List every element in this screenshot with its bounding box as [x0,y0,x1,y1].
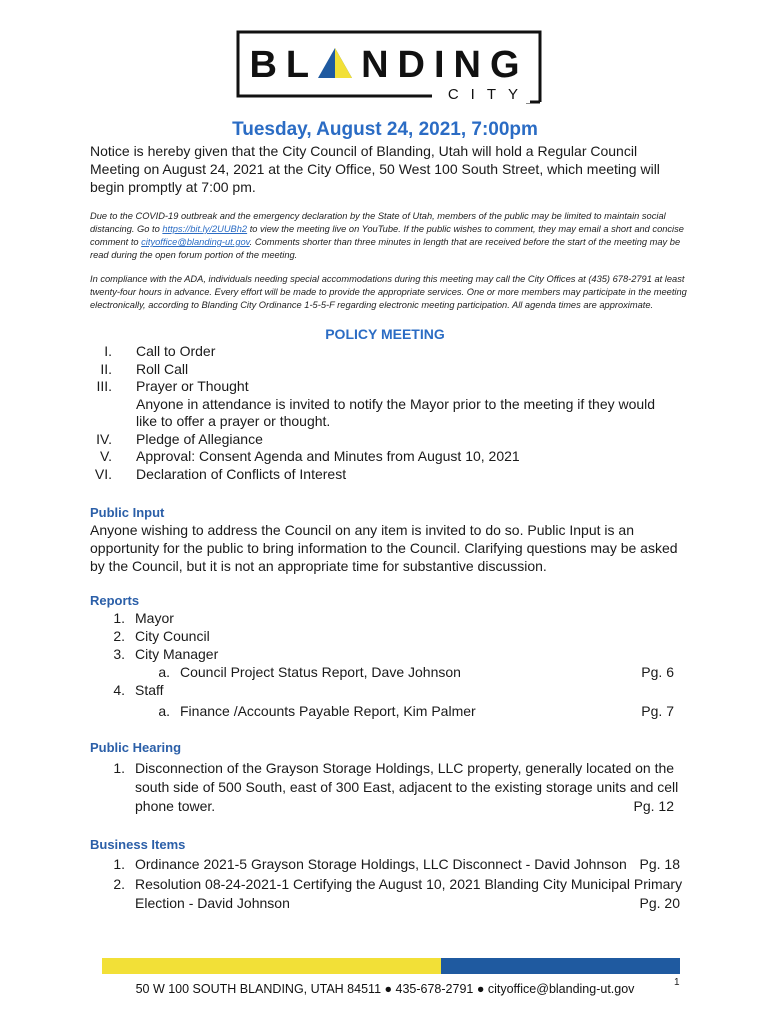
public-hearing-item: 1. Disconnection of the Grayson Storage Holdings, LLC property, generally located on the south side of 500 South, east of 300 East, adjacent to the existing storage units and cell phone tower. Pg. 12 [113,760,679,814]
logo-city: CITY [442,86,530,103]
page-number: 1 [674,977,680,988]
youtube-link[interactable]: https://bit.ly/2UUBh2 [162,224,248,234]
public-input-text: Anyone wishing to address the Council on any item is invited to do so. Public Input is an opportunity for the public to bring information to the Council. Clarifying questions may be asked by the Council, but it is not an appropriate time for substantive discussion. [90,522,678,574]
covid-text-2: to view the meeting live on YouTube. If the public wishes to comment, they may email a short and concise comment to [90,224,684,247]
report-item: 3. City Manager [113,646,219,662]
logo-wordmark-visual: BL NDING [249,44,529,86]
report-item: 4. Staff [113,682,164,698]
footer-address: 50 W 100 SOUTH BLANDING, UTAH 84511 ● 435-678-2791 ● cityoffice@blanding-ut.gov [135,982,635,996]
reports-list [90,609,690,720]
email-link[interactable]: cityoffice@blanding-ut.gov [141,237,250,247]
logo-mountain-icon [318,48,352,78]
public-hearing-heading: Public Hearing [90,740,182,755]
policy-heading: POLICY MEETING [325,326,445,342]
policy-list [90,343,690,483]
ada-notice: In compliance with the ADA, individuals needing special accommodations during this meeting may call the City Offices at (435) 678-2791 at least twenty-four hours in advance. Every effort will be made to provide the appropriate services. One or more members may participate in the meeting electronically, according to Blanding City Ordinance 1-5-5-F regarding electronic meeting participation. All agenda times are approximate. [90,274,687,310]
report-item: 2. City Council [113,628,210,644]
page-ref: Pg. 6 [641,664,674,680]
footer-bar-yellow [102,958,441,974]
report-subitem: a. Council Project Status Report, Dave Johnson Pg. 6 [158,664,674,680]
report-item: 1. Mayor [113,610,174,626]
public-input-heading: Public Input [90,505,165,520]
business-heading: Business Items [90,837,186,852]
policy-item: IV. Pledge of Allegiance [96,430,263,447]
city-logo [236,30,542,106]
footer-bar-blue [441,958,680,974]
page-ref: Pg. 12 [633,798,674,814]
policy-item: II. Roll Call [100,360,189,377]
policy-item: I. Call to Order [104,343,216,359]
page-ref: Pg. 20 [639,895,680,911]
covid-notice [90,210,695,262]
policy-item: VI. Declaration of Conflicts of Interest [94,465,347,482]
business-item: 2. Resolution 08-24-2021-1 Certifying the August 10, 2021 Blanding City Municipal Primary [113,875,683,892]
reports-heading: Reports [90,593,140,608]
covid-text-1: Due to the COVID-19 outbreak and the emergency declaration by the State of Utah, members of the public may be limited to maintain social distancing. Go to [90,211,666,234]
meeting-notice: Notice is hereby given that the City Council of Blanding, Utah will hold a Regular Council Meeting on August 24, 2021 at the City Office, 50 West 100 South Street, which meeting will begin promptly at 7:00 pm. [90,143,660,195]
covid-text-3: . Comments shorter than three minutes in length that are received before the start of the meeting may be read during the open forum portion of the meeting. [90,237,681,260]
business-item: 1. Ordinance 2021-5 Grayson Storage Holdings, LLC Disconnect - David Johnson Pg. 18 [90,855,690,875]
page-ref: Pg. 7 [641,703,674,719]
report-subitem: a. Finance /Accounts Payable Report, Kim Palmer Pg. 7 [158,703,674,719]
meeting-date: Tuesday, August 24, 2021, 7:00pm [232,119,538,140]
business-list: 1. Ordinance 2021-5 Grayson Storage Holdings, LLC Disconnect - David Johnson Pg. 18 2. Resolution 08-24-2021-1 Certifying the August 10, 2021 Blanding City Municipal Primary Election - David Johnson Pg. 20 [90,855,690,914]
page-ref: Pg. 18 [639,856,680,872]
policy-item: III. Prayer or Thought [96,378,249,394]
policy-item-note: Anyone in attendance is invited to notify the Mayor prior to the meeting if they would like to offer a prayer or thought. [136,395,656,429]
policy-item: V. Approval: Consent Agenda and Minutes from August 10, 2021 [100,448,520,464]
